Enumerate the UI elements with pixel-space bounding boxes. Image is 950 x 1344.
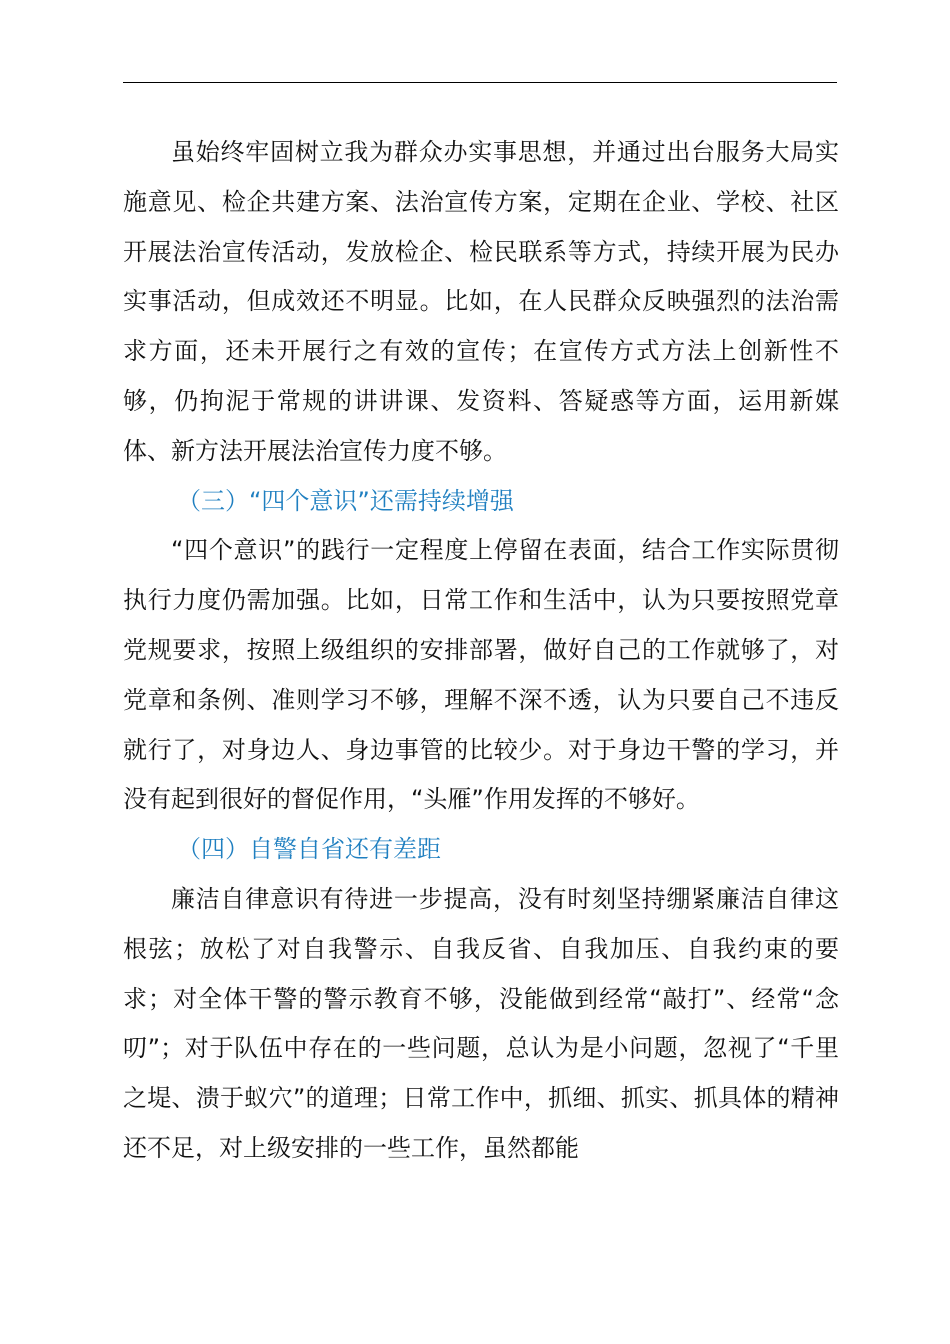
header-rule — [123, 82, 837, 83]
paragraph-four-consciousness: “四个意识”的践行一定程度上停留在表面，结合工作实际贯彻执行力度仍需加强。比如，日常工作和生活中，认为只要按照党章党规要求，按照上级组织的安排部署，做好自己的工作就够了，对党章和条例、准则学习不够，理解不深不透，认为只要自己不违反就行了，对身边人、身边事管的比较少。对于身边干警的学习，并没有起到很好的督促作用，“头雁”作用发挥的不够好。 — [123, 536, 839, 814]
document-body — [123, 128, 839, 1174]
section-heading-four: （四）自警自省还有差距 — [177, 835, 441, 864]
section-heading-three: （三）“四个意识”还需持续增强 — [177, 486, 514, 515]
paragraph-self-discipline: 廉洁自律意识有待进一步提高，没有时刻坚持绷紧廉洁自律这根弦；放松了对自我警示、自我反省、自我加压、自我约束的要求；对全体干警的警示教育不够，没能做到经常“敲打”、经常“念叨”；对于队伍中存在的一些问题，总认为是小问题，忽视了“千里之堤、溃于蚁穴”的道理；日常工作中，抓细、抓实、抓具体的精神还不足，对上级安排的一些工作，虽然都能 — [123, 884, 839, 1162]
paragraph-service-to-people: 虽始终牢固树立我为群众办实事思想，并通过出台服务大局实施意见、检企共建方案、法治宣传方案，定期在企业、学校、社区开展法治宣传活动，发放检企、检民联系等方式，持续开展为民办实事活动，但成效还不明显。比如，在人民群众反映强烈的法治需求方面，还未开展行之有效的宣传；在宣传方式方法上创新性不够，仍拘泥于常规的讲讲课、发资料、答疑惑等方面，运用新媒体、新方法开展法治宣传力度不够。 — [123, 138, 839, 465]
